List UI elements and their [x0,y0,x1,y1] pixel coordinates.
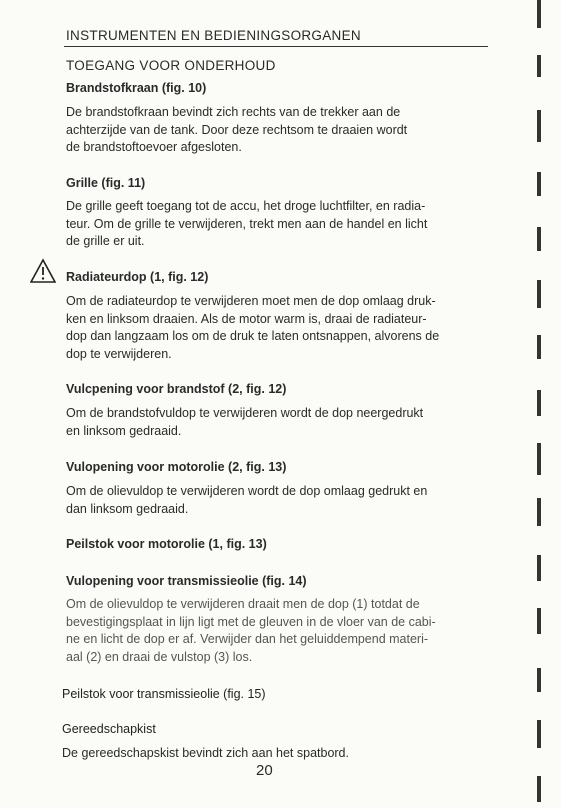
warning-triangle-icon [30,258,56,284]
index-tab-mark [537,227,541,251]
paragraph-brandstofkraan: De brandstofkraan bevindt zich rechts van de trekker aan de achterzijde van de tank. Door deze rechtsom te draaien wordt de brandstoftoevoer afgesloten. [66,105,408,154]
index-tab-mark [537,555,541,581]
index-tab-mark [537,110,541,142]
paragraph-gereedschapkist: De gereedschapskist bevindt zich aan het spatbord. [62,746,349,760]
heading-grille: Grille (fig. 11) [66,176,146,190]
index-tab-mark [537,55,541,77]
heading-radiateurdop: Radiateurdop (1, fig. 12) [66,270,209,284]
index-tab-mark [537,335,541,359]
index-tab-mark [537,608,541,634]
index-tab-mark [537,498,541,526]
heading-vulopening-brandstof: Vulcpening voor brandstof (2, fig. 12) [66,382,287,396]
index-tab-mark [537,668,541,692]
paragraph-vulopening-transmissieolie: Om de olievuldop te verwijderen draait men de dop (1) totdat de bevestigingsplaat in lijn ligt met de gleuven in de vloer van de cabi- ne en licht de dop er af. Verwijder dan het geluiddempend materi- aal (2) en draai de vulstop (3) los. [66,597,436,664]
index-tab-mark [537,280,541,308]
index-tab-mark [537,443,541,475]
title-divider [64,46,488,47]
heading-gereedschapkist: Gereedschapkist [62,722,156,736]
paragraph-grille: De grille geeft toegang tot de accu, het droge luchtfilter, en radia- teur. Om de grille te verwijderen, trekt men aan de handel en licht de grille er uit. [66,199,428,248]
heading-vulopening-transmissieolie: Vulopening voor transmissieolie (fig. 14) [66,574,307,588]
index-tab-mark [537,390,541,416]
index-tab-mark [537,0,541,28]
index-tab-mark [537,172,541,196]
heading-peilstok-transmissieolie: Peilstok voor transmissieolie (fig. 15) [62,687,266,701]
heading-brandstofkraan: Brandstofkraan (fig. 10) [66,81,207,95]
heading-peilstok-motorolie: Peilstok voor motorolie (1, fig. 13) [66,537,267,551]
heading-vulopening-motorolie: Vulopening voor motorolie (2, fig. 13) [66,460,287,474]
paragraph-radiateurdop: Om de radiateurdop te verwijderen moet men de dop omlaag druk- ken en linksom draaien. Als de motor warm is, draai de radiateur- dop dan langzaam los om de druk te laten ontsnappen, alvorens de dop te verwijderen. [66,294,440,361]
index-tab-mark [537,720,541,748]
paragraph-vulopening-brandstof: Om de brandstofvuldop te verwijderen wordt de dop neergedrukt en linksom gedraaid. [66,406,424,438]
chapter-title: INSTRUMENTEN EN BEDIENINGSORGANEN [66,28,361,43]
index-tab-mark [537,776,541,802]
section-title: TOEGANG VOOR ONDERHOUD [66,58,276,73]
page-number: 20 [256,762,273,779]
paragraph-vulopening-motorolie: Om de olievuldop te verwijderen wordt de dop omlaag gedrukt en dan linksom gedraaid. [66,484,428,516]
